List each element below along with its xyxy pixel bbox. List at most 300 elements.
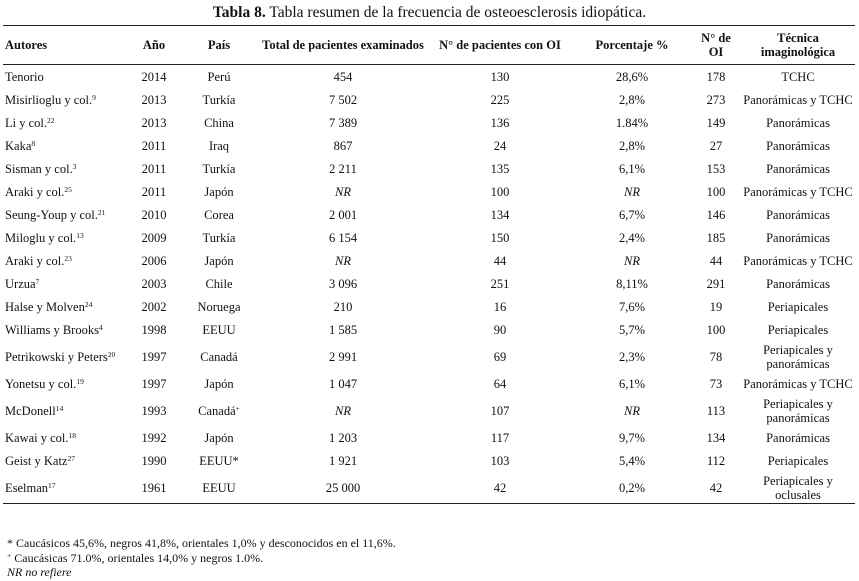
table-caption-text: Tabla resumen de la frecuencia de osteoesclerosis idiopática. [265,4,647,21]
cell-author [3,134,129,157]
with-oi-value: 44 [493,253,507,268]
percentage-value: 8,11% [616,276,648,291]
cell-country [179,272,259,295]
with-oi-value: 24 [493,138,507,153]
number-oi-value: 185 [706,230,726,245]
percentage-value: 2,8% [618,138,646,153]
author-reference: 25 [64,184,72,194]
total-value: 867 [333,138,353,153]
percentage-value: 5,4% [618,453,646,468]
technique-value: Periapicales [767,453,829,468]
year-value: 1997 [141,349,167,364]
table-row [3,295,855,318]
percentage-value: 0,2% [618,480,646,495]
author-name: Tenorio [5,69,44,84]
country-name: Corea [204,207,234,222]
country-name: Turkía [202,92,236,107]
number-oi-value: 100 [706,184,726,199]
country-name: Japón [204,430,234,445]
cell-percentage [573,88,691,111]
percentage-value: 6,7% [618,207,646,222]
cell-author [3,157,129,180]
cell-patients-with-oi [427,272,573,295]
cell-patients-with-oi [427,203,573,226]
cell-year [129,372,179,395]
total-value: 2 211 [329,161,357,176]
cell-year [129,426,179,449]
cell-country [179,395,259,426]
cell-number-oi [691,395,741,426]
author-reference: 3 [72,161,77,171]
table-caption [0,4,859,22]
total-value: 454 [333,69,353,84]
cell-country [179,111,259,134]
cell-year [129,449,179,472]
percentage-value: 2,4% [618,230,646,245]
cell-total-patients [259,372,427,395]
cell-country [179,65,259,89]
cell-country [179,134,259,157]
cell-total-patients [259,295,427,318]
percentage-value: 2,8% [618,92,646,107]
cell-author [3,341,129,372]
country-name: EEUU* [199,453,239,468]
cell-year [129,341,179,372]
author-reference: 19 [76,376,84,386]
author-name: Li y col. [5,115,48,130]
total-value: 1 047 [328,376,358,391]
number-oi-value: 134 [706,430,726,445]
header-porcentaje: Porcentaje % [573,26,691,65]
cell-total-patients [259,472,427,504]
cell-country [179,226,259,249]
table-row [3,249,855,272]
year-value: 1997 [141,376,167,391]
cell-number-oi [691,157,741,180]
with-oi-value: 16 [493,299,507,314]
cell-technique [741,426,855,449]
total-value: NR [335,403,351,418]
number-oi-value: 42 [709,480,723,495]
country-name: China [204,115,234,130]
cell-author [3,249,129,272]
year-value: 2011 [141,161,167,176]
cell-technique [741,272,855,295]
author-name: Geist y Katz [5,453,68,468]
footnote-2-text: Caucásicas 71.0%, orientales 14,0% y negros 1.0%. [11,550,264,565]
total-value: 1 921 [328,453,358,468]
cell-percentage [573,341,691,372]
country-name: Japón [204,184,234,199]
total-value: 7 389 [328,115,358,130]
percentage-value: 7,6% [618,299,646,314]
country-name: Chile [205,276,233,291]
total-value: 2 991 [328,349,358,364]
percentage-value: 28,6% [615,69,649,84]
technique-value: Periapicales [767,322,829,337]
cell-percentage [573,472,691,504]
cell-country [179,472,259,504]
author-reference: 7 [35,276,40,286]
cell-percentage [573,203,691,226]
cell-technique [741,295,855,318]
cell-number-oi [691,295,741,318]
table-row [3,180,855,203]
author-name: McDonell [5,403,56,418]
cell-author [3,426,129,449]
author-reference: 8 [31,138,36,148]
cell-patients-with-oi [427,180,573,203]
cell-technique [741,111,855,134]
table-row [3,65,855,89]
author-reference: 24 [84,299,93,309]
year-value: 2002 [141,299,167,314]
technique-value: Periapicales y panorámicas [763,342,833,371]
author-reference: 23 [64,253,72,263]
cell-patients-with-oi [427,426,573,449]
percentage-value: NR [624,403,640,418]
country-name: Noruega [197,299,241,314]
number-oi-value: 149 [706,115,726,130]
cell-patients-with-oi [427,134,573,157]
with-oi-value: 130 [490,69,510,84]
table-row [3,472,855,504]
number-oi-value: 291 [706,276,726,291]
technique-value: Panorámicas [766,138,830,153]
cell-total-patients [259,65,427,89]
table-footnotes [7,536,852,580]
table-row [3,111,855,134]
number-oi-value: 78 [709,349,723,364]
cell-technique [741,88,855,111]
technique-value: Panorámicas y TCHC [743,92,853,107]
technique-value: Panorámicas [766,115,830,130]
cell-author [3,272,129,295]
cell-number-oi [691,272,741,295]
table-caption-label: Tabla 8. [212,4,266,21]
with-oi-value: 107 [490,403,510,418]
cell-year [129,88,179,111]
country-name: EEUU [202,480,236,495]
cell-country [179,318,259,341]
footnote-2 [7,551,852,566]
table-body [3,65,855,504]
table-row [3,426,855,449]
cell-total-patients [259,111,427,134]
total-value: 1 203 [328,430,358,445]
cell-number-oi [691,203,741,226]
header-tecnica: Técnica imaginológica [741,26,855,65]
year-value: 2003 [141,276,167,291]
cell-percentage [573,65,691,89]
cell-percentage [573,111,691,134]
percentage-value: 6,1% [618,161,646,176]
with-oi-value: 251 [490,276,510,291]
technique-value: Panorámicas [766,276,830,291]
table-row [3,395,855,426]
cell-technique [741,449,855,472]
cell-year [129,226,179,249]
cell-country [179,88,259,111]
cell-technique [741,318,855,341]
year-value: 2013 [141,115,167,130]
cell-percentage [573,395,691,426]
header-pacientes-oi: N° de pacientes con OI [427,26,573,65]
cell-total-patients [259,395,427,426]
cell-total-patients [259,203,427,226]
technique-value: Panorámicas [766,430,830,445]
cell-year [129,249,179,272]
number-oi-value: 44 [709,253,723,268]
cell-technique [741,157,855,180]
cell-total-patients [259,226,427,249]
cell-patients-with-oi [427,65,573,89]
cell-author [3,472,129,504]
cell-author [3,203,129,226]
header-pais: País [179,26,259,65]
table-header-row [3,26,855,65]
author-reference: 17 [48,480,56,490]
cell-country [179,157,259,180]
cell-number-oi [691,249,741,272]
table-row [3,203,855,226]
cell-patients-with-oi [427,372,573,395]
cell-author [3,111,129,134]
total-value: 2 001 [328,207,358,222]
cell-number-oi [691,372,741,395]
year-value: 2011 [141,184,167,199]
country-name: Turkía [202,161,236,176]
year-value: 2010 [141,207,167,222]
country-name: Japón [204,253,234,268]
cell-total-patients [259,134,427,157]
number-oi-value: 100 [706,322,726,337]
cell-number-oi [691,426,741,449]
author-name: Araki y col. [5,253,65,268]
with-oi-value: 136 [490,115,510,130]
cell-patients-with-oi [427,157,573,180]
cell-author [3,318,129,341]
cell-total-patients [259,318,427,341]
cell-total-patients [259,449,427,472]
total-value: 7 502 [328,92,358,107]
with-oi-value: 100 [490,184,510,199]
cell-percentage [573,295,691,318]
cell-author [3,88,129,111]
with-oi-value: 90 [493,322,507,337]
cell-number-oi [691,134,741,157]
cell-author [3,449,129,472]
cell-total-patients [259,157,427,180]
cell-country [179,426,259,449]
cell-percentage [573,157,691,180]
cell-author [3,226,129,249]
number-oi-value: 73 [709,376,723,391]
cell-percentage [573,180,691,203]
cell-country [179,372,259,395]
footnote-2-mark: + [7,550,12,560]
percentage-value: NR [624,184,640,199]
number-oi-value: 27 [709,138,723,153]
cell-technique [741,341,855,372]
country-footnote-mark: + [235,403,240,413]
cell-number-oi [691,180,741,203]
author-reference: 22 [47,115,55,125]
year-value: 1993 [141,403,167,418]
cell-year [129,395,179,426]
cell-author [3,295,129,318]
cell-year [129,157,179,180]
cell-total-patients [259,249,427,272]
cell-number-oi [691,449,741,472]
total-value: 6 154 [328,230,358,245]
author-reference: 21 [97,207,106,217]
with-oi-value: 135 [490,161,510,176]
technique-value: Periapicales y panorámicas [763,396,833,425]
cell-number-oi [691,65,741,89]
cell-year [129,180,179,203]
author-name: Misirlioglu y col. [5,92,93,107]
table-row [3,341,855,372]
cell-number-oi [691,88,741,111]
year-value: 2013 [141,92,167,107]
cell-country [179,341,259,372]
cell-author [3,65,129,89]
cell-percentage [573,372,691,395]
total-value: NR [335,184,351,199]
table-row [3,157,855,180]
year-value: 2014 [141,69,167,84]
technique-value: Panorámicas [766,207,830,222]
cell-technique [741,372,855,395]
technique-value: Panorámicas y TCHC [743,376,853,391]
cell-year [129,65,179,89]
author-reference: 9 [92,92,96,102]
cell-author [3,395,129,426]
year-value: 2009 [141,230,167,245]
technique-value: Periapicales y oclusales [763,473,833,502]
author-name: Yonetsu y col. [5,376,77,391]
cell-technique [741,249,855,272]
cell-patients-with-oi [427,472,573,504]
cell-technique [741,226,855,249]
author-name: Seung-Youp y col. [5,207,98,222]
cell-patients-with-oi [427,318,573,341]
cell-percentage [573,426,691,449]
cell-patients-with-oi [427,395,573,426]
technique-value: Panorámicas [766,230,830,245]
author-name: Urzua [5,276,36,291]
cell-year [129,111,179,134]
cell-patients-with-oi [427,226,573,249]
total-value: NR [335,253,351,268]
with-oi-value: 225 [490,92,510,107]
cell-technique [741,203,855,226]
footnote-3: NR no refiere [7,565,72,579]
cell-country [179,449,259,472]
cell-country [179,203,259,226]
cell-number-oi [691,111,741,134]
cell-country [179,295,259,318]
author-name: Petrikowski y Peters [5,349,108,364]
cell-year [129,203,179,226]
number-oi-value: 273 [706,92,726,107]
number-oi-value: 146 [706,207,726,222]
header-numero-oi: N° de OI [691,26,741,65]
table-row [3,318,855,341]
with-oi-value: 117 [490,430,510,445]
technique-value: Panorámicas [766,161,830,176]
table-row [3,134,855,157]
cell-patients-with-oi [427,88,573,111]
author-name: Eselman [5,480,49,495]
author-name: Kawai y col. [5,430,69,445]
cell-year [129,295,179,318]
year-value: 1990 [141,453,167,468]
header-total-pacientes: Total de pacientes examinados [259,26,427,65]
author-name: Williams y Brooks [5,322,99,337]
cell-percentage [573,449,691,472]
author-name: Araki y col. [5,184,65,199]
cell-country [179,180,259,203]
cell-number-oi [691,472,741,504]
author-name: Miloglu y col. [5,230,77,245]
cell-year [129,272,179,295]
cell-number-oi [691,226,741,249]
cell-number-oi [691,341,741,372]
cell-patients-with-oi [427,449,573,472]
technique-value: Panorámicas y TCHC [743,184,853,199]
number-oi-value: 112 [706,453,726,468]
author-reference: 20 [107,349,116,359]
cell-technique [741,180,855,203]
cell-technique [741,65,855,89]
percentage-value: NR [624,253,640,268]
cell-percentage [573,249,691,272]
total-value: 3 096 [328,276,358,291]
cell-patients-with-oi [427,341,573,372]
table-row [3,88,855,111]
cell-patients-with-oi [427,295,573,318]
number-oi-value: 178 [706,69,726,84]
year-value: 2006 [141,253,167,268]
percentage-value: 6,1% [618,376,646,391]
author-reference: 13 [76,230,84,240]
author-reference: 4 [98,322,103,332]
with-oi-value: 64 [493,376,507,391]
author-reference: 27 [67,453,75,463]
percentage-value: 2,3% [618,349,646,364]
number-oi-value: 113 [706,403,726,418]
technique-value: TCHC [781,69,815,84]
cell-country [179,249,259,272]
total-value: 210 [333,299,353,314]
cell-technique [741,395,855,426]
with-oi-value: 42 [493,480,507,495]
cell-patients-with-oi [427,111,573,134]
cell-percentage [573,318,691,341]
number-oi-value: 19 [709,299,723,314]
cell-year [129,134,179,157]
header-ano: Año [129,26,179,65]
number-oi-value: 153 [706,161,726,176]
with-oi-value: 69 [493,349,507,364]
country-name: Canadá [198,403,236,418]
cell-total-patients [259,88,427,111]
cell-year [129,472,179,504]
summary-table [3,25,855,504]
country-name: Turkía [202,230,236,245]
